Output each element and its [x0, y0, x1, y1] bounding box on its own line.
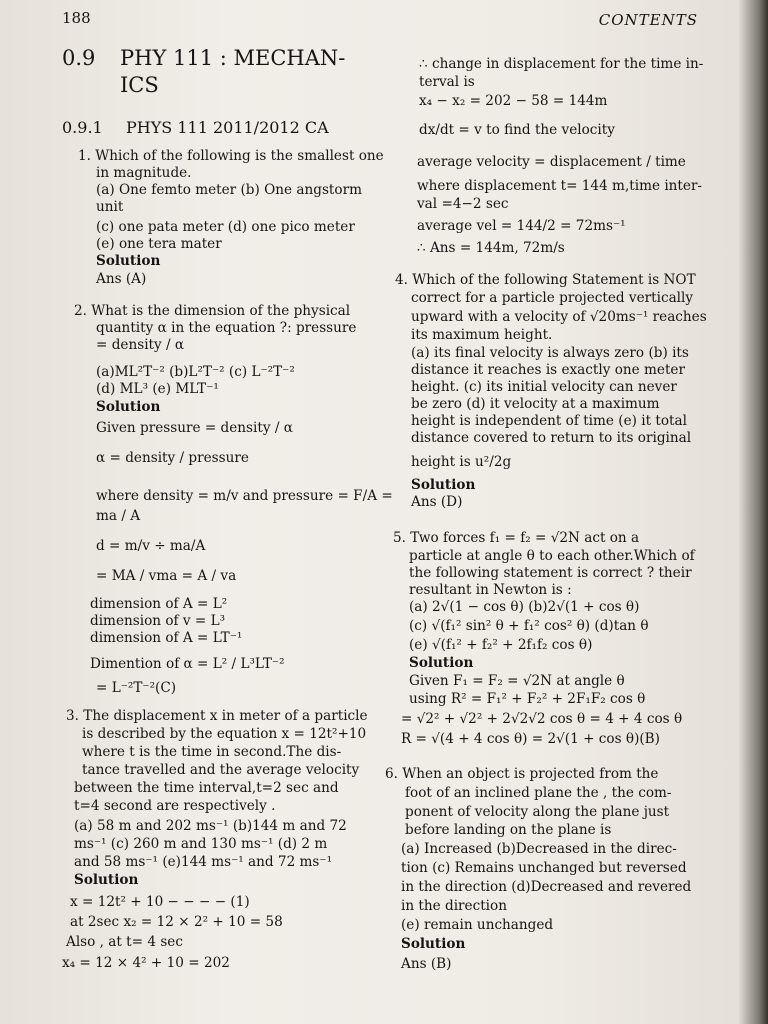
q1-line: (e) one tera mater	[96, 236, 222, 252]
q5-solution-heading: Solution	[409, 655, 474, 671]
section-title-line-1: PHY 111 : MECHAN-	[120, 46, 346, 70]
q3-line: where t is the tіme in second.The dis-	[82, 744, 342, 760]
q2-step: dimension of A = LT⁻¹	[90, 630, 243, 646]
q2-result: = L⁻²T⁻²(C)	[96, 680, 177, 696]
q3-cont-line: where displacement t= 144 m,time inter-	[417, 178, 703, 194]
q4-line: distance it reaches is exactly one meter	[411, 362, 685, 378]
q6-line: (a) Increased (b)Decreased in the direc-	[401, 841, 677, 857]
q5-step: Given F₁ = F₂ = √2N at angle θ	[409, 673, 625, 689]
q3-cont-line: dx/dt = v to find the velocity	[419, 122, 615, 138]
q6-line: foot of an inclined plane the , the com-	[405, 785, 672, 801]
q5-line: particle at angle θ to each other.Which of	[409, 548, 695, 564]
q1-line: in magnitude.	[96, 165, 192, 181]
q4-line: height. (c) its initial velocity can never	[411, 379, 677, 395]
q3-cont-line: average velocity = displacement / time	[417, 154, 686, 170]
q6-answer: Ans (B)	[401, 956, 452, 972]
q4-line: upward with a velocity of √20ms⁻¹ reaches	[411, 309, 707, 325]
q3-line: ms⁻¹ (c) 260 m and 130 ms⁻¹ (d) 2 m	[74, 836, 328, 852]
q2-step: Dimention of α = L² / L³LT⁻²	[90, 656, 285, 672]
q3-cont-line: average vel = 144/2 = 72ms⁻¹	[417, 218, 626, 234]
q5-line: (a) 2√(1 − cos θ) (b)2√(1 + cos θ)	[409, 599, 640, 615]
q5-step: R = √(4 + 4 cos θ) = 2√(1 + cos θ)(B)	[401, 731, 660, 747]
page-edge-shadow	[738, 0, 768, 1024]
q3-step: x₄ = 12 × 4² + 10 = 202	[62, 955, 230, 971]
q2-step: α = density / pressure	[96, 450, 249, 466]
q2-step: Given pressure = density / α	[96, 420, 293, 436]
q1-line: (c) one pata meter (d) one pico meter	[96, 219, 355, 235]
q3-step: x = 12t² + 10 − − − − (1)	[70, 894, 250, 910]
q6-line: ponent of velocity along the plane just	[405, 804, 670, 820]
running-header: CONTENTS	[598, 11, 698, 29]
q3-line: tance travelled and the average velocity	[82, 762, 360, 778]
q2-step: dimension of A = L²	[90, 596, 228, 612]
q2-options: (d) ML³ (e) MLT⁻¹	[96, 381, 219, 397]
q2-step: where density = m/v and pressure = F/A =	[96, 488, 393, 504]
q3-line: and 58 ms⁻¹ (e)144 ms⁻¹ and 72 ms⁻¹	[74, 854, 333, 870]
q5-line: the following statement is correct ? their	[409, 565, 692, 581]
q6-line: tion (c) Remains unchanged but reversed	[401, 860, 687, 876]
q2-options: (a)ML²T⁻² (b)L²T⁻² (c) L⁻²T⁻²	[96, 364, 295, 380]
q3-cont-line: x₄ − x₂ = 202 − 58 = 144m	[419, 93, 608, 109]
q5-step: = √2² + √2² + 2√2√2 cos θ = 4 + 4 cos θ	[401, 711, 683, 727]
subsection-number: 0.9.1	[62, 118, 103, 137]
q4-line: height is independent of time (e) it total	[411, 413, 687, 429]
q3-answer: ∴ Ans = 144m, 72m/s	[417, 240, 565, 256]
q3-line: t=4 second are respectively .	[74, 798, 276, 814]
q1-line: (a) One femto meter (b) One angstorm	[96, 182, 362, 198]
q3-line: is described by the equation x = 12t²+10	[82, 726, 367, 742]
q3-cont-line: val =4−2 sec	[417, 196, 509, 212]
q5-line: (c) √(f₁² sin² θ + f₁² cos² θ) (d)tan θ	[409, 618, 649, 634]
q5-line: (e) √(f₁² + f₂² + 2f₁f₂ cos θ)	[409, 637, 593, 653]
q1-solution-heading: Solution	[96, 253, 161, 269]
q2-step: dimension of v = L³	[90, 613, 226, 629]
q4-answer: Ans (D)	[411, 494, 463, 510]
q5-line: 5. Two forces f₁ = f₂ = √2N act on a	[393, 530, 640, 546]
q5-step: using R² = F₁² + F₂² + 2F₁F₂ cos θ	[409, 691, 646, 707]
section-number: 0.9	[62, 46, 96, 70]
q3-cont-line: ∴ change in displacement for the time in-	[419, 56, 704, 72]
q2-line: quantity α in the equation ?: pressure	[96, 320, 357, 336]
q6-line: in the direction	[401, 898, 507, 914]
q1-line: unit	[96, 199, 124, 215]
q4-line: 4. Which of the following Statement is NOT	[395, 272, 696, 288]
q1-line: 1. Which of the following is the smallest one	[78, 148, 384, 164]
q4-line: its maximum height.	[411, 327, 553, 343]
q6-solution-heading: Solution	[401, 936, 466, 952]
section-title-line-2: ICS	[120, 73, 159, 97]
q4-line: height is u²/2g	[411, 454, 512, 470]
q3-line: 3. The displacement x in meter of a particle	[66, 708, 368, 724]
q4-line: correct for a particle projected vertically	[411, 290, 694, 306]
q2-solution-heading: Solution	[96, 399, 161, 415]
q1-answer: Ans (A)	[96, 271, 147, 287]
q4-line: be zero (d) it velocity at a maximum	[411, 396, 660, 412]
q3-step: Also , at t= 4 sec	[66, 934, 183, 950]
q6-line: 6. When an object is projected from the	[385, 766, 659, 782]
subsection-title: PHYS 111 2011/2012 CA	[126, 118, 329, 137]
q4-solution-heading: Solution	[411, 477, 476, 493]
q2-equation: = density / α	[96, 337, 185, 353]
q3-cont-line: terval is	[419, 74, 475, 90]
q6-line: (e) remain unchanged	[401, 917, 554, 933]
q2-step: = MA / vma = A / va	[96, 568, 237, 584]
q4-line: (a) its final velocity is always zero (b) its	[411, 345, 689, 361]
q3-line: (a) 58 m and 202 ms⁻¹ (b)144 m and 72	[74, 818, 347, 834]
q2-line: 2. What is the dimension of the physical	[74, 303, 351, 319]
q6-line: before landing on the plane is	[405, 822, 612, 838]
q4-line: distance covered to return to its original	[411, 430, 692, 446]
page-number: 188	[62, 9, 91, 27]
q5-line: resultant in Newton is :	[409, 582, 572, 598]
q3-solution-heading: Solution	[74, 872, 139, 888]
q6-line: in the direction (d)Decreased and revered	[401, 879, 692, 895]
q2-step: d = m/v ÷ ma/A	[96, 538, 206, 554]
q2-step: ma / A	[96, 508, 141, 524]
q3-line: between the time interval,t=2 sec and	[74, 780, 339, 796]
q3-step: at 2sec x₂ = 12 × 2² + 10 = 58	[70, 914, 283, 930]
